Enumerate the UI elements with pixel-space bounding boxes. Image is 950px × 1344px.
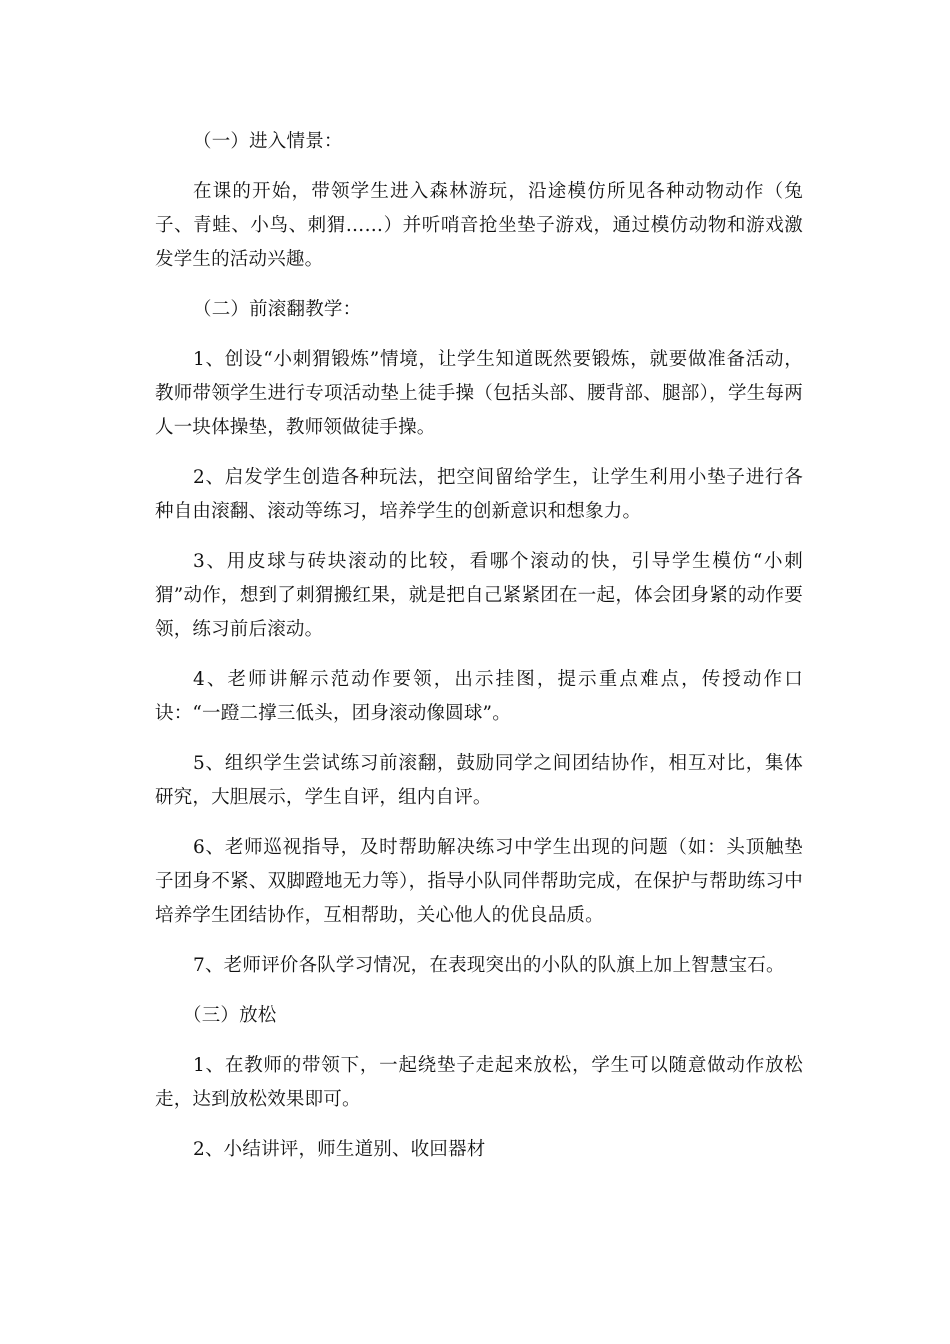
section-heading-1: （一）进入情景： [193, 131, 343, 152]
paragraph: 6、老师巡视指导，及时帮助解决练习中学生出现的问题（如：头顶触垫子团身不紧、双脚蹬地无力等），指导小队同伴帮助完成，在保护与帮助练习中培养学生团结协作，互相帮助，关心他人的优良品质。 [155, 837, 803, 926]
paragraph: 在课的开始，带领学生进入森林游玩，沿途模仿所见各种动物动作（兔子、青蛙、小鸟、刺猬……）并听哨音抢坐垫子游戏，通过模仿动物和游戏激发学生的活动兴趣。 [155, 181, 803, 270]
paragraph: 7、老师评价各队学习情况，在表现突出的小队的队旗上加上智慧宝石。 [193, 955, 785, 976]
paragraph: 4、老师讲解示范动作要领，出示挂图，提示重点难点，传授动作口诀：“一蹬二撑三低头，团身滚动像圆球”。 [155, 669, 803, 724]
section-heading-2: （二）前滚翻教学： [193, 299, 362, 320]
section-heading-3: （三）放松 [183, 1005, 277, 1026]
paragraph: 5、组织学生尝试练习前滚翻，鼓励同学之间团结协作，相互对比，集体研究，大胆展示，学生自评，组内自评。 [155, 753, 803, 808]
paragraph: 1、在教师的带领下，一起绕垫子走起来放松，学生可以随意做动作放松走，达到放松效果即可。 [155, 1055, 803, 1110]
document-body [155, 125, 803, 1183]
paragraph: 2、小结讲评，师生道别、收回器材 [193, 1139, 486, 1160]
paragraph: 3、用皮球与砖块滚动的比较，看哪个滚动的快，引导学生模仿“小刺猬”动作，想到了刺猬搬红果，就是把自己紧紧团在一起，体会团身紧的动作要领，练习前后滚动。 [155, 551, 803, 640]
paragraph: 1、创设“小刺猬锻炼”情境，让学生知道既然要锻炼，就要做准备活动，教师带领学生进行专项活动垫上徒手操（包括头部、腰背部、腿部），学生每两人一块体操垫，教师领做徒手操。 [155, 349, 803, 438]
paragraph: 2、启发学生创造各种玩法，把空间留给学生，让学生利用小垫子进行各种自由滚翻、滚动等练习，培养学生的创新意识和想象力。 [155, 467, 803, 522]
